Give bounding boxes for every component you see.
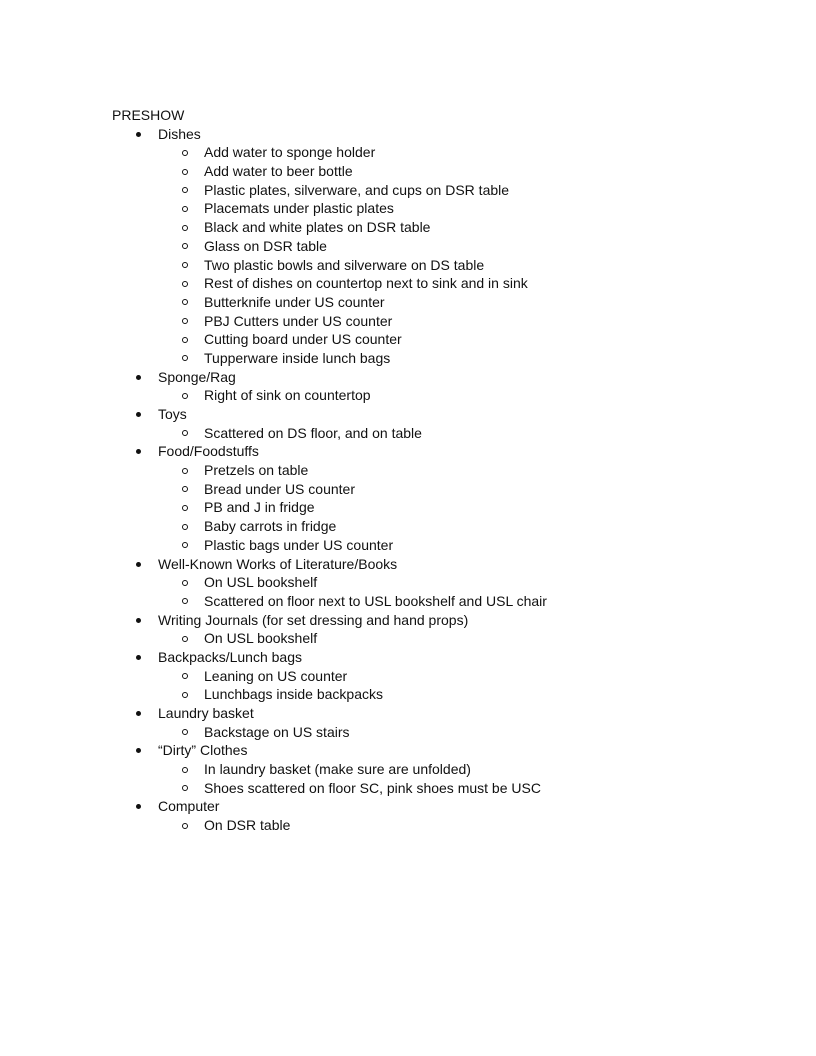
- sub-list-item-label: Tupperware inside lunch bags: [204, 349, 391, 366]
- list-item-label: Dishes: [158, 125, 201, 142]
- bullet-disc-icon: [136, 804, 141, 809]
- sub-list-item-row: [0, 218, 816, 237]
- section-heading: PRESHOW: [112, 107, 185, 123]
- sub-list-item-row: [0, 723, 816, 742]
- bullet-circle-icon: [182, 580, 188, 586]
- sub-list-item: [0, 293, 816, 312]
- bullet-circle-icon: [182, 692, 188, 698]
- sub-list-item-label: Add water to beer bottle: [204, 163, 353, 180]
- sub-list-item: [0, 498, 816, 517]
- sub-list-item-row: [0, 816, 816, 835]
- list-item: [0, 741, 816, 797]
- sub-list-item-row: [0, 760, 816, 779]
- sub-list-item-row: [0, 629, 816, 648]
- list-item-row: [0, 442, 816, 461]
- sub-list: [0, 760, 816, 797]
- sub-list-item-row: [0, 667, 816, 686]
- sub-list-item-label: Glass on DSR table: [204, 237, 327, 254]
- bullet-disc-icon: [136, 748, 141, 753]
- bullet-disc-icon: [136, 711, 141, 716]
- sub-list-item-row: [0, 293, 816, 312]
- sub-list-item-row: [0, 480, 816, 499]
- list-item: [0, 125, 816, 368]
- sub-list-item-label: Rest of dishes on countertop next to sink and in sink: [204, 275, 528, 292]
- sub-list-item-label: Cutting board under US counter: [204, 331, 402, 348]
- list-item: [0, 405, 816, 442]
- sub-list-item-row: [0, 517, 816, 536]
- sub-list: [0, 461, 816, 554]
- bullet-disc-icon: [136, 412, 141, 417]
- sub-list-item-label: Two plastic bowls and silverware on DS table: [204, 256, 485, 273]
- bullet-circle-icon: [182, 187, 188, 193]
- sub-list: [0, 667, 816, 704]
- sub-list-item: [0, 256, 816, 275]
- sub-list-item-label: Scattered on floor next to USL bookshelf and USL chair: [204, 592, 547, 609]
- sub-list-item-label: Add water to sponge holder: [204, 144, 376, 161]
- list-item-label: Well-Known Works of Literature/Books: [158, 555, 398, 572]
- sub-list-item-row: [0, 779, 816, 798]
- list-item: [0, 704, 816, 741]
- sub-list-item: [0, 274, 816, 293]
- bullet-circle-icon: [182, 318, 188, 324]
- sub-list-item-row: [0, 162, 816, 181]
- bullet-circle-icon: [182, 169, 188, 175]
- sub-list: [0, 816, 816, 835]
- list-item: [0, 648, 816, 704]
- sub-list-item-row: [0, 312, 816, 331]
- sub-list: [0, 723, 816, 742]
- bullet-circle-icon: [182, 206, 188, 212]
- sub-list-item: [0, 779, 816, 798]
- sub-list-item-row: [0, 424, 816, 443]
- list-item-row: [0, 405, 816, 424]
- bullet-disc-icon: [136, 655, 141, 660]
- sub-list-item-label: Plastic bags under US counter: [204, 536, 394, 553]
- sub-list-item-label: Butterknife under US counter: [204, 293, 385, 310]
- list-item-row: [0, 125, 816, 144]
- sub-list-item-row: [0, 330, 816, 349]
- sub-list-item-label: Lunchbags inside backpacks: [204, 686, 384, 703]
- sub-list-item: [0, 143, 816, 162]
- list-item: [0, 611, 816, 648]
- sub-list-item-row: [0, 685, 816, 704]
- sub-list-item-row: [0, 573, 816, 592]
- sub-list-item-label: Baby carrots in fridge: [204, 518, 337, 535]
- bullet-circle-icon: [182, 262, 188, 268]
- sub-list-item-row: [0, 143, 816, 162]
- sub-list: [0, 573, 816, 610]
- sub-list-item-label: Right of sink on countertop: [204, 387, 371, 404]
- sub-list-item-row: [0, 181, 816, 200]
- sub-list-item-label: PBJ Cutters under US counter: [204, 312, 393, 329]
- list-item-row: [0, 797, 816, 816]
- sub-list-item-label: Plastic plates, silverware, and cups on DSR table: [204, 181, 510, 198]
- sub-list-item-label: Bread under US counter: [204, 480, 355, 497]
- list-item: [0, 555, 816, 611]
- sub-list-item: [0, 723, 816, 742]
- bullet-circle-icon: [182, 785, 188, 791]
- sub-list: [0, 386, 816, 405]
- sub-list-item-row: [0, 199, 816, 218]
- sub-list-item: [0, 685, 816, 704]
- sub-list-item: [0, 517, 816, 536]
- sub-list-item-label: On DSR table: [204, 817, 291, 834]
- list-item-row: [0, 368, 816, 387]
- sub-list-item-label: Shoes scattered on floor SC, pink shoes must be USC: [204, 779, 541, 796]
- sub-list-item: [0, 760, 816, 779]
- bullet-circle-icon: [182, 337, 188, 343]
- sub-list-item-label: In laundry basket (make sure are unfolded): [204, 761, 471, 778]
- bullet-circle-icon: [182, 636, 188, 642]
- bullet-circle-icon: [182, 468, 188, 474]
- sub-list-item: [0, 218, 816, 237]
- sub-list-item: [0, 312, 816, 331]
- sub-list-item-row: [0, 592, 816, 611]
- bullet-circle-icon: [182, 243, 188, 249]
- bullet-circle-icon: [182, 486, 188, 492]
- sub-list-item-row: [0, 256, 816, 275]
- sub-list-item: [0, 162, 816, 181]
- list-item-row: [0, 555, 816, 574]
- sub-list: [0, 629, 816, 648]
- list-item-label: Backpacks/Lunch bags: [158, 648, 302, 665]
- bullet-circle-icon: [182, 225, 188, 231]
- bullet-circle-icon: [182, 281, 188, 287]
- bullet-circle-icon: [182, 150, 188, 156]
- bullet-disc-icon: [136, 618, 141, 623]
- list-item: [0, 797, 816, 834]
- bullet-circle-icon: [182, 299, 188, 305]
- bullet-circle-icon: [182, 542, 188, 548]
- sub-list-item-row: [0, 274, 816, 293]
- sub-list-item: [0, 667, 816, 686]
- sub-list-item-row: [0, 349, 816, 368]
- list-item-row: [0, 611, 816, 630]
- sub-list-item: [0, 536, 816, 555]
- list-item-label: Food/Foodstuffs: [158, 443, 259, 460]
- sub-list-item-row: [0, 461, 816, 480]
- bullet-disc-icon: [136, 375, 141, 380]
- list-item-row: [0, 741, 816, 760]
- bullet-circle-icon: [182, 355, 188, 361]
- list-item-label: Computer: [158, 798, 220, 815]
- sub-list-item-label: Placemats under plastic plates: [204, 200, 394, 217]
- bullet-circle-icon: [182, 598, 188, 604]
- sub-list-item: [0, 237, 816, 256]
- bullet-disc-icon: [136, 449, 141, 454]
- sub-list-item: [0, 816, 816, 835]
- sub-list-item: [0, 349, 816, 368]
- sub-list-item-label: On USL bookshelf: [204, 574, 318, 591]
- sub-list: [0, 424, 816, 443]
- list-item-label: Sponge/Rag: [158, 368, 236, 385]
- bullet-circle-icon: [182, 505, 188, 511]
- bullet-circle-icon: [182, 729, 188, 735]
- sub-list-item: [0, 592, 816, 611]
- sub-list: [0, 143, 816, 367]
- sub-list-item: [0, 480, 816, 499]
- list-item-row: [0, 704, 816, 723]
- sub-list-item: [0, 330, 816, 349]
- bullet-circle-icon: [182, 524, 188, 530]
- list-item-row: [0, 648, 816, 667]
- sub-list-item: [0, 629, 816, 648]
- sub-list-item: [0, 424, 816, 443]
- sub-list-item: [0, 461, 816, 480]
- bullet-disc-icon: [136, 562, 141, 567]
- sub-list-item: [0, 199, 816, 218]
- sub-list-item-label: Black and white plates on DSR table: [204, 219, 431, 236]
- sub-list-item-row: [0, 498, 816, 517]
- sub-list-item-label: Backstage on US stairs: [204, 723, 350, 740]
- list-item: [0, 368, 816, 405]
- bullet-circle-icon: [182, 430, 188, 436]
- sub-list-item-row: [0, 386, 816, 405]
- sub-list-item-label: On USL bookshelf: [204, 630, 318, 647]
- sub-list-item: [0, 573, 816, 592]
- sub-list-item-label: Pretzels on table: [204, 462, 309, 479]
- list-item-label: Toys: [158, 406, 187, 422]
- sub-list-item: [0, 181, 816, 200]
- sub-list-item-row: [0, 536, 816, 555]
- list-item-label: Laundry basket: [158, 705, 254, 721]
- bullet-circle-icon: [182, 767, 188, 773]
- sub-list-item-row: [0, 237, 816, 256]
- bullet-circle-icon: [182, 673, 188, 679]
- bullet-circle-icon: [182, 393, 188, 399]
- bullet-disc-icon: [136, 132, 141, 137]
- sub-list-item-label: Leaning on US counter: [204, 667, 348, 684]
- sub-list-item: [0, 386, 816, 405]
- list-item: [0, 442, 816, 554]
- sub-list-item-label: PB and J in fridge: [204, 499, 315, 516]
- list-item-label: Writing Journals (for set dressing and hand props): [158, 611, 469, 628]
- list-item-label: “Dirty” Clothes: [158, 742, 248, 759]
- preshow-outline: [0, 125, 816, 835]
- sub-list-item-label: Scattered on DS floor, and on table: [204, 424, 422, 441]
- bullet-circle-icon: [182, 823, 188, 829]
